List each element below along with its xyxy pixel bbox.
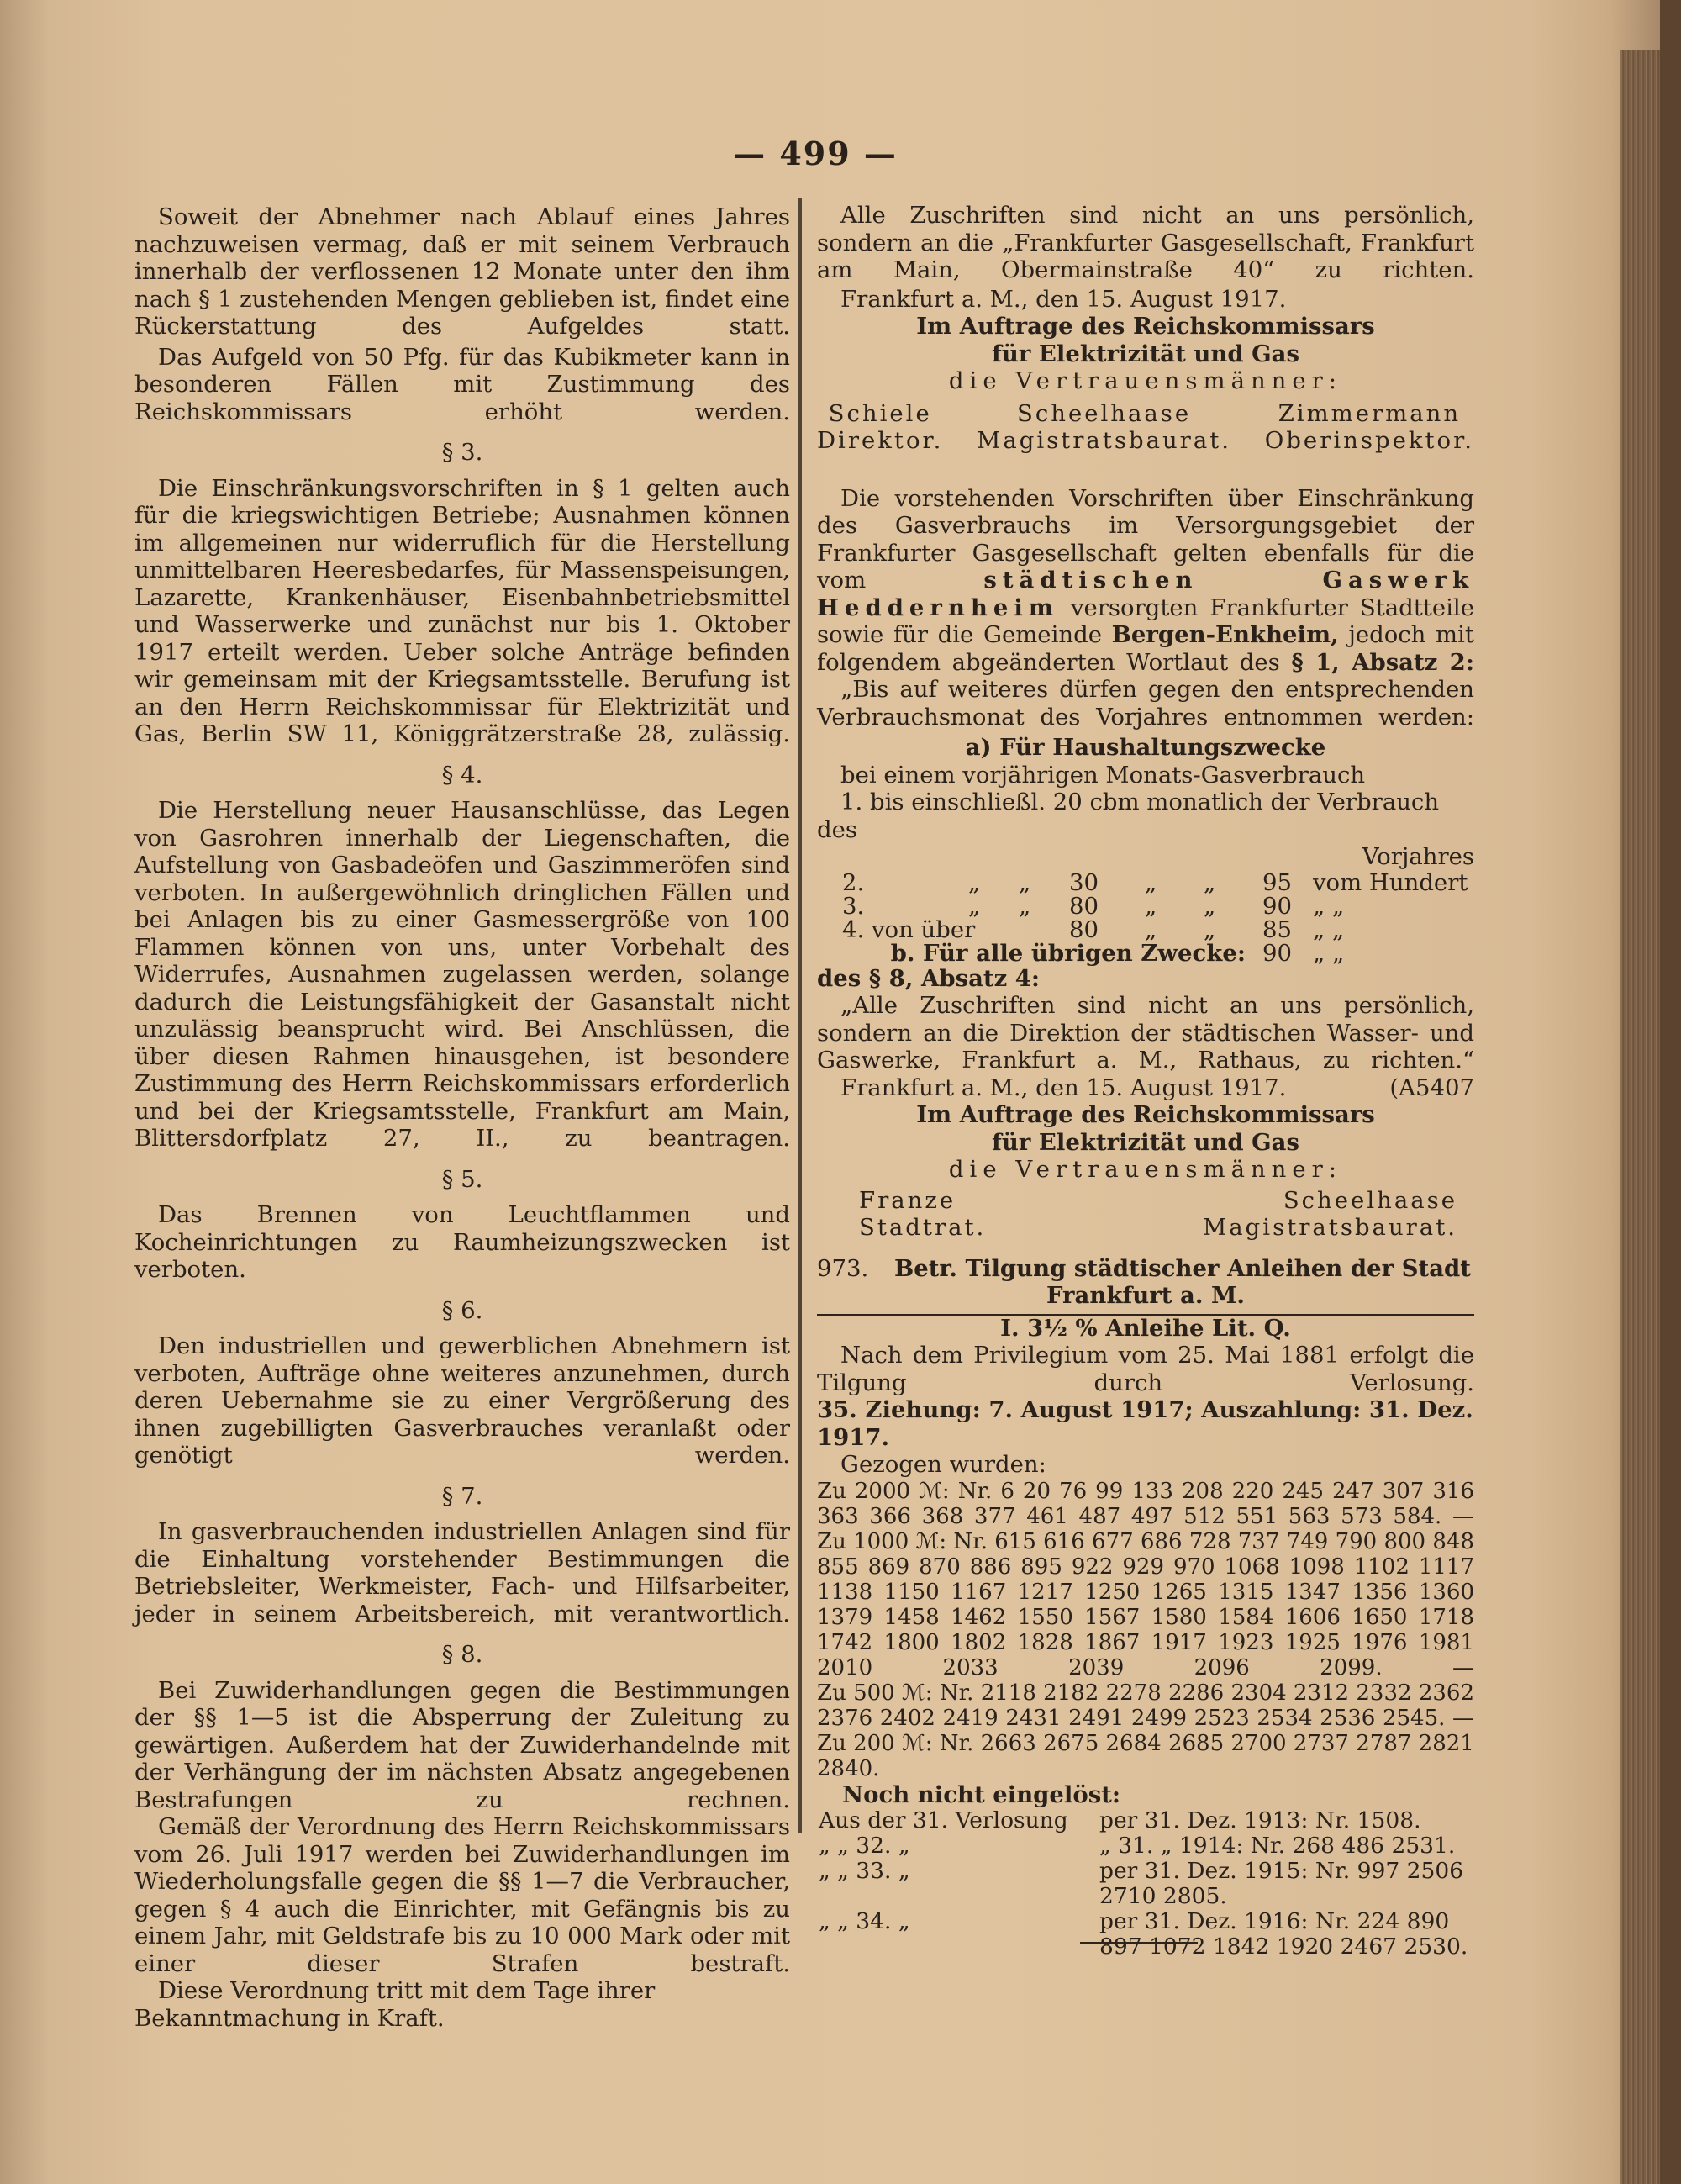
loan-title: I. 3½ % Anleihe Lit. Q.	[1000, 1314, 1291, 1342]
page-number: — 499 —	[733, 135, 898, 172]
not-redeemed-label: Noch nicht eingelöst:	[842, 1780, 1121, 1808]
right-column	[817, 202, 1474, 1960]
drawn-numbers: Zu 2000 ℳ: Nr. 6 20 76 99 133 208 220 245 247 307 316 363 366 368 377 461 487 497 512 551 563 573 584. —	[817, 1478, 1474, 1529]
table-row: „ „ 32. „ „ 31. „ 1914: Nr. 268 486 2531.	[819, 1833, 1456, 1859]
paragraph: „Bis auf weiteres dürfen gegen den entsprechenden Verbrauchsmonat des Vorjahres entnommen werden:	[817, 676, 1474, 731]
table-row: Aus der 31. Verlosung per 31. Dez. 1913: Nr. 1508.	[819, 1807, 1421, 1833]
left-column	[134, 203, 790, 2032]
draw-line: 35. Ziehung: 7. August 1917; Auszahlung: 31. Dez. 1917.	[817, 1396, 1473, 1451]
authority-line: Im Auftrage des Reichskommissars	[916, 313, 1375, 340]
not-redeemed-table	[817, 1808, 1474, 1960]
paragraph: Alle Zuschriften sind nicht an uns persönlich, sondern an die „Frankfurter Gasgesellschaft, Frankfurt am Main, Obermainstraße 40“ zu richten.	[817, 202, 1474, 283]
date-line: Frankfurt a. M., den 15. August 1917. (A5407	[840, 1074, 1474, 1101]
authority-line: für Elektrizität und Gas	[992, 340, 1299, 367]
authority-line: Im Auftrage des Reichskommissars	[916, 1101, 1375, 1128]
signature-block	[859, 1187, 1457, 1242]
paragraph: Das Aufgeld von 50 Pfg. für das Kubikmeter kann in besonderen Fällen mit Zustimmung des Reichskommissars erhöht werden.	[134, 343, 790, 425]
paragraph: Die Einschränkungsvorschriften in § 1 gelten auch für die kriegswichtigen Betriebe; Ausnahmen können im allgemeinen nur widerruflich für die Herstellung unmittelbaren Heeresbedarfes, für Massenspeisungen, Lazarette, Krankenhäuser, Eisenbahnbetriebsmittel und Wasserwerke und zunächst nur bis 1. Oktober 1917 erteilt werden. Ueber solche Anträge befinden wir gemeinsam mit der Kriegsamtsstelle. Berufung ist an den Herrn Reichskommissar für Elektrizität und Gas, Berlin SW 11, Königgrätzerstraße 28, zulässig.	[134, 474, 790, 747]
paragraph: Diese Verordnung tritt mit dem Tage ihrer Bekanntmachung in Kraft.	[134, 1977, 656, 2032]
end-rule	[1080, 1942, 1198, 1944]
section-heading: § 4.	[441, 761, 483, 789]
table-row: „ „ 33. „ per 31. Dez. 1915: Nr. 997 2506 2710 2805.	[819, 1858, 1464, 1909]
column-divider	[798, 198, 802, 1833]
signatory: Schiele Direktor.	[817, 399, 944, 454]
table-intro: 1. bis einschließl. 20 cbm monatlich der Verbrauch des	[817, 789, 1440, 843]
paragraph: Bei Zuwiderhandlungen gegen die Bestimmungen der §§ 1—5 ist die Absperrung der Zuleitung zu gewärtigen. Außerdem hat der Zuwiderhandelnde mit der Verhängung der im nächsten Absatz angegebenen Bestrafungen zu rechnen.	[134, 1676, 790, 1813]
paragraph: Soweit der Abnehmer nach Ablauf eines Jahres nachzuweisen vermag, daß er mit seinem Verbrauch innerhalb der verflossenen 12 Monate unter den ihm nach § 1 zustehenden Mengen geblieben ist, findet eine Rückerstattung des Aufgeldes statt.	[134, 203, 790, 340]
paragraph: In gasverbrauchenden industriellen Anlagen sind für die Einhaltung vorstehender Bestimmungen die Betriebsleiter, Werkmeister, Fach- und Hilfsarbeiter, jeder in seinem Arbeitsbereich, mit verantwortlich.	[134, 1518, 790, 1627]
section-heading: § 3.	[441, 439, 483, 466]
paragraph: Die vorstehenden Vorschriften über Einschränkung des Gasverbrauchs im Versorgungsgebiet der Frankfurter Gasgesellschaft gelten ebenfalls für die vom städtischen Gaswerk Heddernheim versorgten Frankfurter Stadtteile sowie für die Gemeinde Bergen-Enkheim, jedoch mit folgendem abgeänderten Wortlaut des § 1, Absatz 2:	[817, 484, 1474, 676]
date-line: Frankfurt a. M., den 15. August 1917.	[840, 285, 1287, 313]
table-row: b. Für alle übrigen Zwecke: 90 „ „	[890, 939, 1345, 967]
paragraph: Den industriellen und gewerblichen Abnehmern ist verboten, Aufträge ohne weiteres anzunehmen, durch deren Uebernahme sie zu einer Vergrößerung des ihnen zugebilligten Gasverbrauches veranlaßt oder genötigt werden.	[134, 1332, 790, 1469]
trustees-label: die Vertrauensmänner:	[948, 367, 1343, 394]
drawn-numbers: Zu 1000 ℳ: Nr. 615 616 677 686 728 737 749 790 800 848 855 869 870 886 895 922 929 970 1068 1098 1102 1117 1138 1150 1167 1217 1250 1265 1315 1347 1356 1360 1379 1458 1462 1550 1567 1580 1584 1606 1650 1718 1742 1800 1802 1828 1867 1917 1923 1925 1976 1981 2010 2033 2039 2096 2099. —	[817, 1528, 1474, 1680]
section-divider	[817, 1314, 1474, 1316]
paragraph: des § 8, Absatz 4:	[817, 964, 1041, 992]
paragraph: „Alle Zuschriften sind nicht an uns persönlich, sondern an die Direktion der städtischen Wasser- und Gaswerke, Frankfurt a. M., Rathaus, zu richten.“	[817, 992, 1474, 1074]
table-row: 3. „ „ 80 „ „ 90 „ „	[842, 892, 1345, 920]
signatory: Zimmermann Oberinspektor.	[1264, 399, 1474, 454]
table-row: 2. „ „ 30 „ „ 95 vom Hundert	[842, 868, 1468, 896]
paragraph: Nach dem Privilegium vom 25. Mai 1881 erfolgt die Tilgung durch Verlosung.	[817, 1342, 1474, 1396]
trustees-label: die Vertrauensmänner:	[948, 1156, 1343, 1183]
drawn-numbers: Zu 200 ℳ: Nr. 2663 2675 2684 2685 2700 2737 2787 2821 2840.	[817, 1730, 1474, 1781]
paragraph: Die Herstellung neuer Hausanschlüsse, das Legen von Gasrohren innerhalb der Liegenschaften, die Aufstellung von Gasbadeöfen und Gaszimmeröfen sind verboten. In außergewöhnlich dringlichen Fällen und bei Anlagen bis zu einer Gasmessergröße von 100 Flammen können von uns, unter Vorbehalt des Widerrufes, Ausnahmen zugelassen werden, solange dadurch die Leistungsfähigkeit der Gasanstalt nicht unzulässig beansprucht wird. Bei Anschlüssen, die über diesen Rahmen hinausgehen, ist besondere Zustimmung des Herrn Reichskommissars erforderlich und bei der Kriegsamtsstelle, Frankfurt am Main, Blittersdorfplatz 27, II., zu beantragen.	[134, 797, 790, 1152]
table-row: „ „ 34. „ per 31. Dez. 1916: Nr. 224 890 897 1072 1842 1920 2467 2530.	[819, 1908, 1468, 1960]
subheading: a) Für Haushaltungszwecke	[965, 734, 1326, 761]
signatory: Franze Stadtrat.	[859, 1186, 987, 1241]
drawn-numbers: Zu 500 ℳ: Nr. 2118 2182 2278 2286 2304 2312 2332 2362 2376 2402 2419 2431 2491 2499 2523 2534 2536 2545. —	[817, 1680, 1474, 1731]
consumption-table	[817, 868, 1474, 967]
table-row: 4. von über 80 „ „ 85 „ „	[842, 915, 1345, 943]
signatory: Scheelhaase Magistratsbaurat.	[1203, 1186, 1457, 1241]
paragraph: Das Brennen von Leuchtflammen und Kocheinrichtungen zu Raumheizungszwecken ist verboten.	[134, 1201, 790, 1283]
section-heading: § 5.	[441, 1165, 483, 1193]
table-intro: Vorjahres	[1362, 843, 1474, 870]
section-heading: § 6.	[441, 1296, 483, 1324]
table-intro: bei einem vorjährigen Monats-Gasverbrauch	[840, 761, 1366, 789]
drawn-label: Gezogen wurden:	[840, 1451, 1046, 1478]
notice-heading: 973. Betr. Tilgung städtischer Anleihen der Stadt	[817, 1254, 1471, 1282]
paragraph: Gemäß der Verordnung des Herrn Reichskommissars vom 26. Juli 1917 werden bei Zuwiderhandlungen im Wiederholungsfalle gegen die §§ 1—7 die Verbraucher, gegen § 4 auch die Einrichter, mit Gefängnis bis zu einem Jahr, mit Geldstrafe bis zu 10 000 Mark oder mit einer dieser Strafen bestraft.	[134, 1813, 790, 1977]
authority-line: für Elektrizität und Gas	[992, 1128, 1299, 1156]
signatory: Scheelhaase Magistratsbaurat.	[977, 399, 1232, 454]
section-heading: § 8.	[441, 1641, 483, 1668]
signature-block	[817, 400, 1474, 455]
book-fore-edge	[1620, 50, 1660, 2184]
notice-heading: Frankfurt a. M.	[1046, 1282, 1245, 1309]
section-heading: § 7.	[441, 1482, 483, 1510]
